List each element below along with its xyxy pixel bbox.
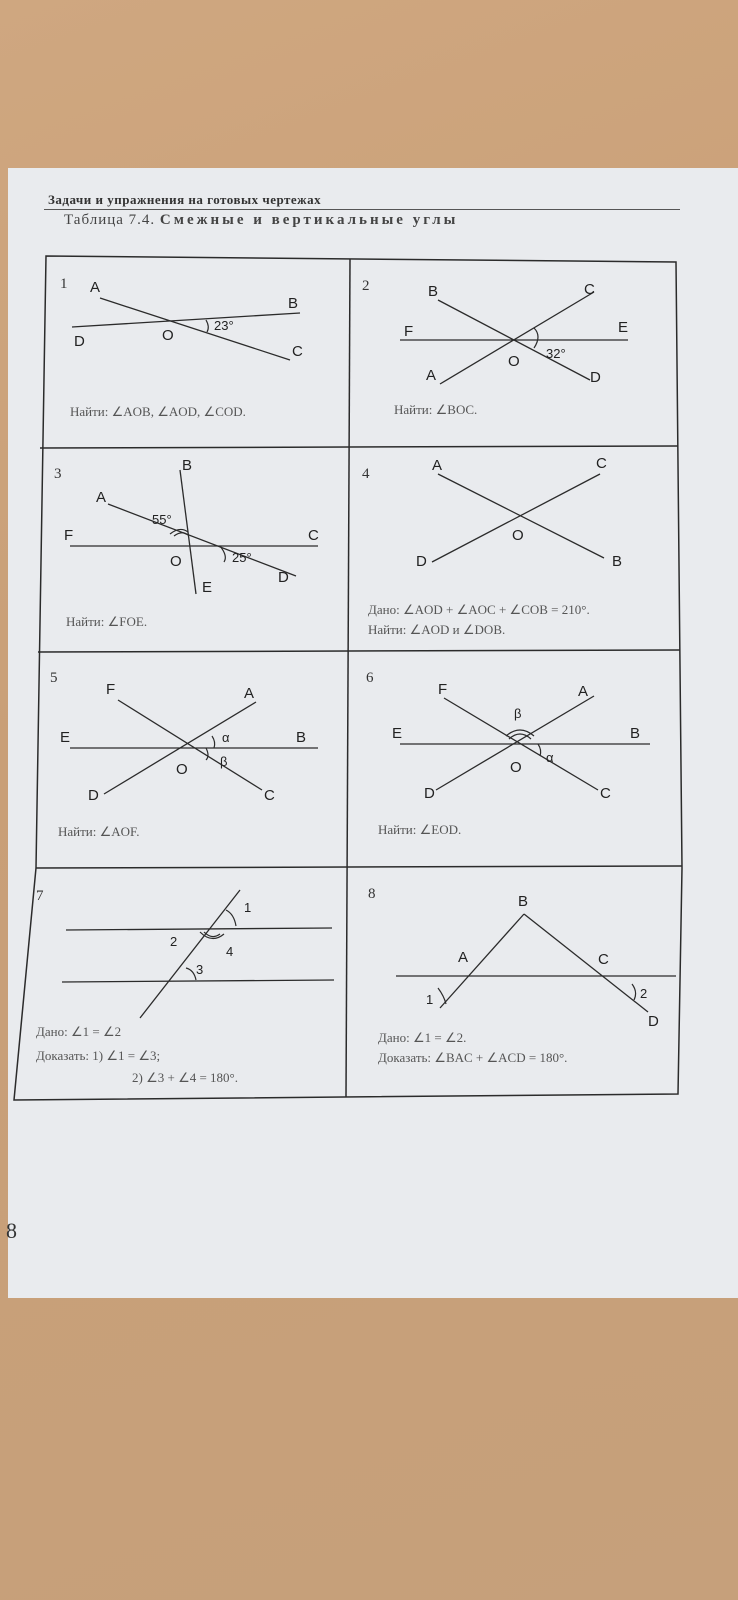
- angle-beta: β: [514, 706, 522, 721]
- problem-number: 4: [362, 466, 370, 482]
- point-E: E: [202, 579, 213, 596]
- angle-label: 32°: [546, 346, 566, 361]
- point-F: F: [64, 527, 74, 544]
- point-O: O: [170, 553, 182, 570]
- problem-number: 8: [368, 886, 376, 902]
- table-label: Таблица 7.4.: [64, 212, 156, 228]
- point-D: D: [416, 553, 427, 570]
- point-E: E: [60, 729, 71, 746]
- point-E: E: [392, 725, 403, 742]
- angle-1: 1: [426, 992, 434, 1007]
- point-C: C: [596, 455, 607, 472]
- problem-number: 1: [60, 276, 68, 292]
- problem-number: 3: [54, 466, 62, 482]
- problem-number: 6: [366, 670, 374, 686]
- problem-task: Найти: ∠AOB, ∠AOD, ∠COD.: [70, 404, 246, 419]
- point-C: C: [600, 785, 611, 802]
- point-C: C: [598, 951, 609, 968]
- angle-3: 3: [196, 962, 204, 977]
- point-O: O: [162, 327, 174, 344]
- point-D: D: [74, 333, 85, 350]
- point-O: O: [176, 761, 188, 778]
- point-D: D: [590, 369, 601, 386]
- point-A: A: [90, 279, 101, 296]
- point-E: E: [618, 319, 629, 336]
- point-D: D: [424, 785, 435, 802]
- point-A: A: [244, 685, 255, 702]
- point-B: B: [630, 725, 641, 742]
- problem-6: [366, 670, 650, 837]
- problem-task: Найти: ∠EOD.: [378, 822, 462, 837]
- point-O: O: [508, 353, 520, 370]
- problem-1: [60, 276, 303, 419]
- problem-number: 2: [362, 278, 370, 294]
- point-F: F: [438, 681, 448, 698]
- problem-prove: Доказать: ∠BAC + ∠ACD = 180°.: [378, 1050, 568, 1065]
- point-D: D: [88, 787, 99, 804]
- point-A: A: [432, 457, 443, 474]
- point-F: F: [404, 323, 414, 340]
- point-D: D: [648, 1013, 659, 1030]
- problem-2: [362, 278, 628, 417]
- point-A: A: [578, 683, 589, 700]
- point-D: D: [278, 569, 289, 586]
- problem-prove-1: Доказать: 1) ∠1 = ∠3;: [36, 1048, 161, 1063]
- book-section-title: Задачи и упражнения на готовых чертежах: [48, 192, 322, 207]
- point-B: B: [612, 553, 623, 570]
- problem-number: 7: [36, 888, 44, 904]
- problem-given: Дано: ∠1 = ∠2: [36, 1024, 122, 1039]
- table-topic: Смежные и вертикальные углы: [159, 212, 459, 228]
- angle-beta: β: [220, 754, 228, 769]
- problem-given: Дано: ∠1 = ∠2.: [378, 1030, 467, 1045]
- point-C: C: [308, 527, 319, 544]
- point-A: A: [96, 489, 107, 506]
- point-A: A: [426, 367, 437, 384]
- angle-2: 2: [170, 934, 178, 949]
- problem-5: [50, 670, 318, 839]
- point-O: O: [512, 527, 524, 544]
- point-B: B: [288, 295, 299, 312]
- problem-prove-2: 2) ∠3 + ∠4 = 180°.: [132, 1070, 238, 1085]
- point-B: B: [296, 729, 307, 746]
- point-B: B: [182, 457, 193, 474]
- angle-4: 4: [226, 944, 234, 959]
- table-grid: [14, 256, 682, 1100]
- angle-label: 23°: [214, 318, 234, 333]
- problem-task: Найти: ∠FOE.: [66, 614, 148, 629]
- problem-8: [368, 886, 676, 1065]
- angle-label-2: 25°: [232, 550, 252, 565]
- problem-7: [36, 888, 334, 1085]
- problem-task: Найти: ∠BOC.: [394, 402, 478, 417]
- point-F: F: [106, 681, 116, 698]
- angle-alpha: α: [546, 750, 554, 765]
- point-C: C: [584, 281, 595, 298]
- problem-given: Дано: ∠AOD + ∠AOC + ∠COB = 210°.: [368, 602, 590, 617]
- problem-task: Найти: ∠AOF.: [58, 824, 140, 839]
- problem-number: 5: [50, 670, 58, 686]
- angle-label-1: 55°: [152, 512, 172, 527]
- problem-task: Найти: ∠AOD и ∠DOB.: [368, 622, 506, 637]
- angle-1: 1: [244, 900, 252, 915]
- page-number: 8: [6, 1218, 17, 1243]
- point-B: B: [428, 283, 439, 300]
- angle-alpha: α: [222, 730, 230, 745]
- point-A: A: [458, 949, 469, 966]
- point-C: C: [264, 787, 275, 804]
- point-B: B: [518, 893, 529, 910]
- problem-4: [362, 455, 622, 637]
- angle-2: 2: [640, 986, 648, 1001]
- problem-3: [54, 457, 319, 629]
- point-C: C: [292, 343, 303, 360]
- point-O: O: [510, 759, 522, 776]
